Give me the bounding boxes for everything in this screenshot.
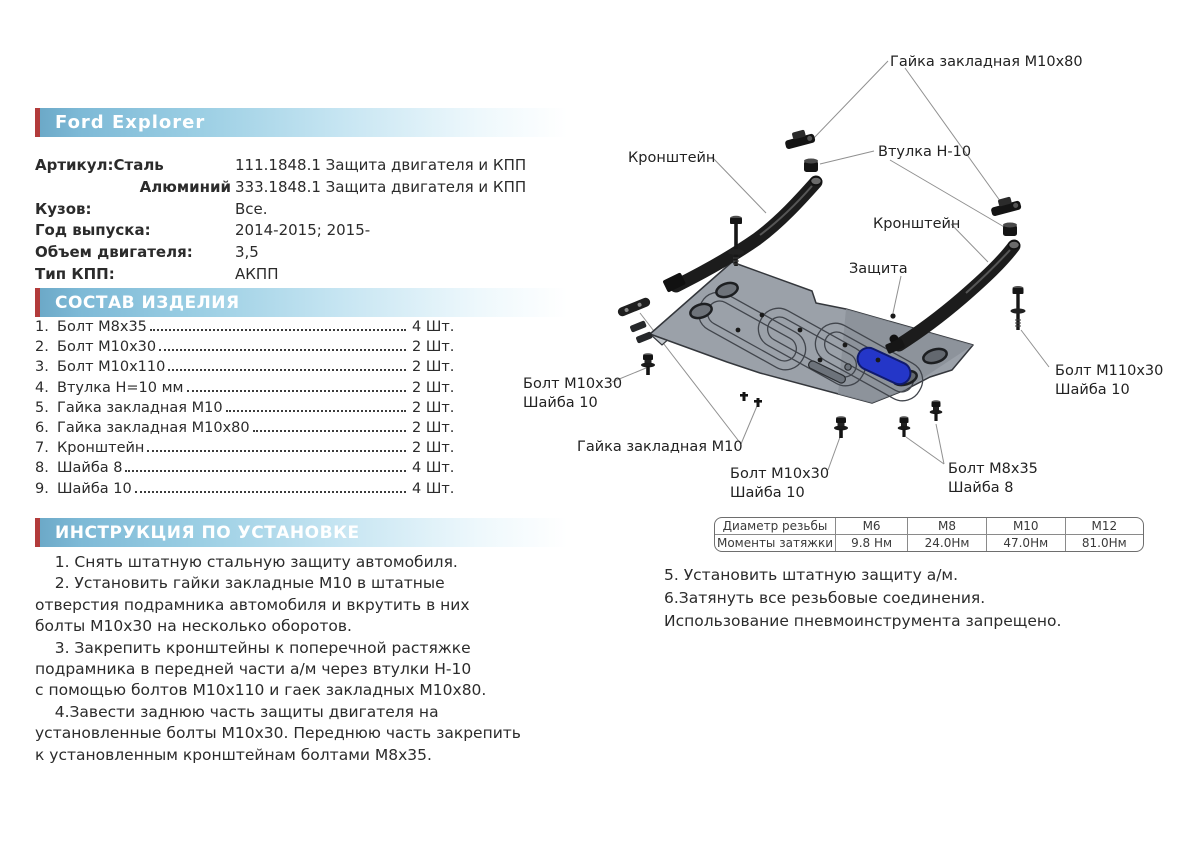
torque-row-moments [715,535,1143,552]
part-name: Гайка закладная М10х80 [57,419,250,436]
part-name: Болт М10х110 [57,359,166,376]
label-bolt-m10x30-left: Болт М10х30 [523,376,623,392]
torque-cell: 47.0Нм [986,535,1065,552]
part-qty: 4 Шт. [412,480,455,497]
strip-nut-left [617,296,652,317]
spec-label: Год выпуска: [35,221,151,240]
part-row [35,460,460,480]
dot-leader [187,390,407,392]
bushing-left [804,159,818,173]
part-row [35,400,460,420]
part-qty: 4 Шт. [412,460,455,477]
label-zashchita: Защита [849,261,908,277]
parts-list [35,319,460,501]
leader-lines [612,61,1049,470]
part-qty: 4 Шт. [412,319,455,335]
dot-leader [226,410,406,412]
part-name: Шайба 8 [57,460,123,477]
bolt-m8x35-part-1 [898,416,911,437]
part-num: 1. [35,319,49,335]
part-qty: 2 Шт. [412,379,455,396]
bolt-m10x30-bottom-part [834,416,848,438]
part-qty: 2 Шт. [412,399,455,416]
part-row [35,440,460,460]
bolt-long-right [1011,286,1026,330]
dot-leader [135,491,406,493]
torque-cell: М12 [1065,518,1143,535]
part-row [35,380,460,400]
spec-value: 2014-2015; 2015- [235,221,371,240]
spec-label: Алюминий [139,177,231,196]
part-name: Болт М10х30 [57,339,157,356]
spec-value: 111.1848.1 Защита двигателя и КПП [235,156,527,174]
install-line: 6.Затянуть все резьбовые соединения. [664,589,986,607]
install-line: 1. Снять штатную стальную защиту автомобиля. [35,553,458,571]
label-bolt-m8x35: Болт М8х35 [948,461,1038,477]
parts-title: СОСТАВ ИЗДЕЛИЯ [55,292,240,313]
label-kronshtein-right: Кронштейн [873,216,961,232]
install-line: установленные болты М10х30. Переднюю часть закрепить [35,724,521,743]
label-bolt-m10x30-bottom: Болт М10х30 [730,466,830,482]
part-num: 3. [35,359,49,376]
spec-value: АКПП [235,264,279,283]
part-qty: 2 Шт. [412,359,455,376]
part-name: Втулка Н=10 мм [57,379,184,396]
install-title: ИНСТРУКЦИЯ ПО УСТАНОВКЕ [55,522,360,543]
install-line: с помощью болтов М10х110 и гаек закладных М10х80. [35,681,487,700]
torque-cell: Диаметр резьбы [715,518,836,535]
torque-row-diameter [715,518,1143,535]
torque-table [714,517,1144,552]
dot-leader [159,349,406,351]
install-steps-1-4 [35,552,610,766]
part-num: 2. [35,339,49,356]
clamp-nut-left [783,127,816,149]
part-name: Кронштейн [57,440,145,457]
spec-value: 3,5 [235,243,259,262]
bolt-m10x30-left-part [641,353,655,375]
spec-label: Артикул:Сталь [35,156,164,174]
label-gaika-m10: Гайка закладная М10 [577,439,743,455]
torque-cell: 24.0Нм [908,535,987,552]
dot-leader [168,369,406,371]
label-shayba8: Шайба 8 [948,480,1014,496]
install-line: болты М10х30 на несколько оборотов. [35,617,352,636]
part-num: 6. [35,419,49,436]
dot-leader [253,430,406,432]
label-shayba10-right: Шайба 10 [1055,382,1130,398]
part-row [35,319,460,339]
part-row [35,359,460,379]
dot-leader [147,450,406,452]
install-line: 3. Закрепить кронштейны к поперечной растяжке [35,638,471,657]
part-qty: 2 Шт. [412,419,455,436]
part-qty: 2 Шт. [412,440,455,457]
torque-cell: М10 [986,518,1065,535]
model-title: Ford Explorer [55,112,206,133]
part-name: Гайка закладная М10 [57,399,223,416]
part-num: 9. [35,480,49,497]
part-name: Шайба 10 [57,480,132,497]
part-qty: 2 Шт. [412,339,455,356]
spec-label: Кузов: [35,199,92,218]
label-gaika-m10x80: Гайка закладная М10х80 [890,54,1083,70]
part-row [35,481,460,501]
part-num: 5. [35,399,49,416]
label-bolt-m110x30: Болт М110х30 [1055,363,1164,379]
bracket-right [885,241,1020,354]
install-line: к установленным кронштейнам болтами М8х35. [35,745,432,764]
label-kronshtein-left: Кронштейн [628,150,716,166]
torque-cell: Моменты затяжки [715,535,836,552]
label-shayba10-left: Шайба 10 [523,395,598,411]
label-vtulka-h10: Втулка Н-10 [878,144,972,160]
spec-value: Все. [235,199,268,218]
bushing-right [1003,223,1017,237]
install-line: 2. Установить гайки закладные М10 в штатные [35,574,445,593]
part-row [35,339,460,359]
torque-cell: М8 [908,518,987,535]
red-accent-bar [35,108,40,137]
install-line: 4.Завести заднюю часть защиты двигателя на [35,702,439,721]
install-line: 5. Установить штатную защиту а/м. [664,566,959,584]
red-accent-bar [35,288,40,317]
torque-cell: М6 [836,518,908,535]
torque-cell: 81.0Нм [1065,535,1143,552]
dot-leader [150,329,406,331]
spec-label: Тип КПП: [35,264,115,283]
install-header-bar [35,518,590,547]
bolt-m8x35-part-2 [930,400,943,421]
weld-studs [740,392,762,407]
part-num: 8. [35,460,49,477]
part-name: Болт М8х35 [57,319,147,335]
plate-tabs [629,320,652,343]
clamp-nut-right [989,194,1022,216]
part-num: 7. [35,440,49,457]
install-line: отверстия подрамника автомобиля и вкрутить в них [35,595,470,614]
part-num: 4. [35,379,49,396]
part-row [35,420,460,440]
install-line: Использование пневмоинструмента запрещено. [664,612,1062,630]
label-shayba10-bottom: Шайба 10 [730,485,805,501]
spec-value: 333.1848.1 Защита двигателя и КПП [235,177,527,196]
dot-leader [125,470,406,472]
red-accent-bar [35,518,40,547]
install-line: подрамника в передней части а/м через втулки Н-10 [35,660,472,679]
exploded-view-diagram [500,25,1200,510]
install-steps-5-6 [664,564,1184,633]
torque-cell: 9.8 Нм [836,535,908,552]
spec-label: Объем двигателя: [35,243,193,262]
